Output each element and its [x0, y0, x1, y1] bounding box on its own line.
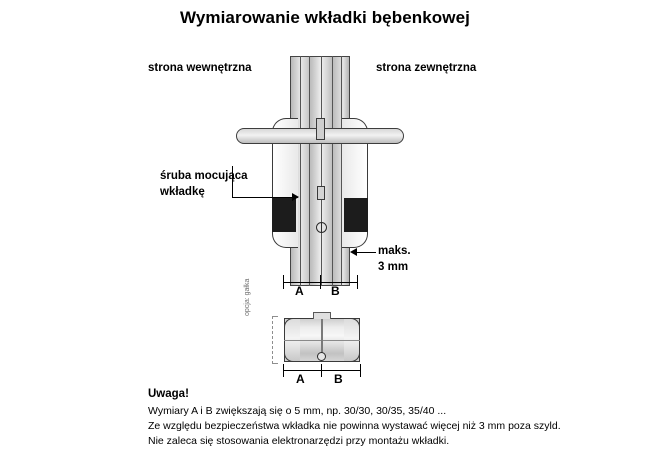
label-outer-side: strona zewnętrzna [376, 62, 477, 74]
fixing-screw-slot [321, 222, 322, 233]
label-max-line2: 3 mm [378, 261, 409, 273]
label-screw-line1: śruba mocująca [160, 170, 248, 182]
notes-heading: Uwaga! [148, 388, 189, 400]
notes-line-1: Wymiary A i B zwiększają się o 5 mm, np. 30/30, 30/35, 35/40 ... [148, 405, 447, 417]
shield-plate-right [344, 198, 368, 232]
dimension-tick-main-right [357, 275, 358, 289]
dimension-tick-side-right [360, 364, 361, 377]
body-center-line [321, 56, 322, 286]
dimension-label-a-side: A [296, 372, 305, 386]
shield-plate-left [272, 198, 296, 232]
label-max-line1: maks. [378, 245, 411, 257]
dimension-label-a-main: A [295, 284, 304, 298]
body-edge-line-2 [309, 56, 310, 286]
notes-line-3: Nie zaleca się stosowania elektronarzędzi przy montażu wkładki. [148, 435, 450, 447]
side-view-cam-tab [313, 312, 331, 319]
label-inner-side: strona wewnętrzna [148, 62, 252, 74]
body-edge-line-3 [332, 56, 333, 286]
label-option-knob: opcja: gałka [244, 278, 251, 316]
notes-block [148, 388, 618, 449]
option-knob-bracket [272, 316, 278, 364]
keyway-slot-top [316, 118, 325, 140]
max-leader-arrow-icon [350, 248, 357, 256]
dimension-tick-side-center [321, 364, 322, 377]
dimension-tick-side-left [283, 364, 284, 377]
dimension-tick-main-center [320, 275, 321, 289]
body-edge-line-1 [300, 56, 301, 286]
dimension-line-side [283, 370, 361, 371]
screw-leader-line [232, 197, 298, 198]
label-screw-line2: wkładkę [160, 186, 205, 198]
dimension-label-b-side: B [334, 372, 343, 386]
dimension-label-b-main: B [331, 284, 340, 298]
screw-leader-arrow-icon [292, 193, 299, 201]
keyway-slot-middle [317, 186, 325, 200]
notes-line-2: Ze względu bezpieczeństwa wkładka nie powinna wystawać więcej niż 3 mm poza szyld. [148, 420, 561, 432]
page-title: Wymiarowanie wkładki bębenkowej [180, 8, 470, 27]
side-view-screw-hole [317, 352, 326, 361]
dimension-tick-main-left [283, 275, 284, 289]
